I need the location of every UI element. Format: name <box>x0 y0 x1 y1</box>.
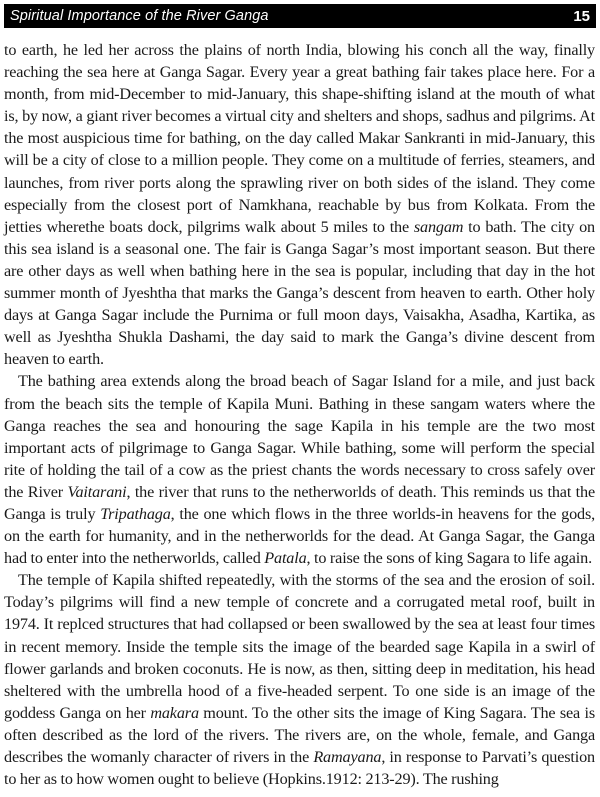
text-run: to earth, he led her across the plains of north India, blowing his conch all the way, finally reaching the sea here at Ganga Sagar. Every year a great bathing fair takes place here. For a month, from mid-December to mid-January, this shape-shifting island at the mouth of what is, by now, a giant river becomes a virtual city and shelters and shops, sadhus and pilgrims. At the most auspicious time for bathing, on the day called Makar Sankranti in mid-January, this will be a city of close to a million people. They come on a multitude of ferries, steamers, and launches, from river ports along the sprawling river on both sides of the island. They come especially from the closest port of Namkhana, reachable by bus from Kolkata. From the jetties wherethe boats dock, pilgrims walk about 5 miles to the <box>4 41 595 236</box>
text-run: The bathing area extends along the broad beach of Sagar Island for a mile, and just back from the beach sits the temple of Kapila Muni. Bathing in these sangam waters where the Ganga reaches the sea and honouring the sage Kapila in his temple are the two most important acts of pilgrimage to Ganga Sagar. While bathing, some will perform the special rite of holding the tail of a cow as the priest chants the words necessary to cross safely over the River <box>4 372 595 501</box>
text-run: to bath. The city on this sea island is a seasonal one. The fair is Ganga Sagar’s most important season. But there are other days as well when bathing here in the sea is popular, including that day in the hot summer month of Jyeshtha that marks the Ganga’s descent from heaven to earth. Other holy days at Ganga Sagar include the Purnima or full moon days, Vaisakha, Asadha, Kartika, as well as Jyeshtha Shukla Dashami, the day said to mark the Ganga’s divine descent from heaven to earth. <box>4 217 595 369</box>
text-run: The temple of Kapila shifted repeatedly, with the storms of the sea and the erosion of soil. Today’s pilgrims will find a new temple of concrete and a corrugated metal roof, built in 1974. It replced structures that had collapsed or been swallowed by the sea at least four times in recent memory. Inside the temple sits the image of the bearded sage Kapila in a swirl of flower garlands and broken coconuts. He is now, as then, sitting deep in meditation, his head sheltered with the umbrella hood of a five-headed serpent. To one side is an image of the goddess Ganga on her <box>4 571 595 722</box>
italic-term: Ramayana <box>313 748 382 766</box>
text-run: , in response to Parvati’s question to her as to how women ought to believe (Hopkins.1912: 213-29). The rushing <box>4 748 595 789</box>
text-run: , the river that runs to the netherworlds of death. This reminds us that the Ganga is truly <box>4 482 595 523</box>
text-run: , the one which flows in the three worlds-in heavens for the gods, on the earth for humanity, and in the netherworlds for the dead. At Ganga Sagar, the Ganga had to enter into the netherworlds, called <box>4 504 596 568</box>
page-number: 15 <box>573 7 590 25</box>
italic-term: sangam <box>413 217 464 236</box>
running-title: Spiritual Importance of the River Ganga <box>10 8 269 24</box>
paragraph-3 <box>4 569 595 790</box>
italic-term: Tripathaga <box>100 504 171 523</box>
paragraph-2 <box>4 370 595 569</box>
italic-term: Vaitarani <box>67 482 127 501</box>
text-run: mount. To the other sits the image of King Sagara. The sea is often described as the lord of the rivers. The rivers are, on the whole, female, and Ganga describes the womanly character of rivers in the <box>4 703 595 766</box>
italic-term: makara <box>150 703 199 722</box>
body-text <box>4 39 595 790</box>
text-run: , to raise the sons of king Sagara to life again. <box>306 549 592 568</box>
paragraph-1 <box>4 39 595 370</box>
running-header <box>4 4 596 28</box>
italic-term: Patala <box>264 549 307 568</box>
